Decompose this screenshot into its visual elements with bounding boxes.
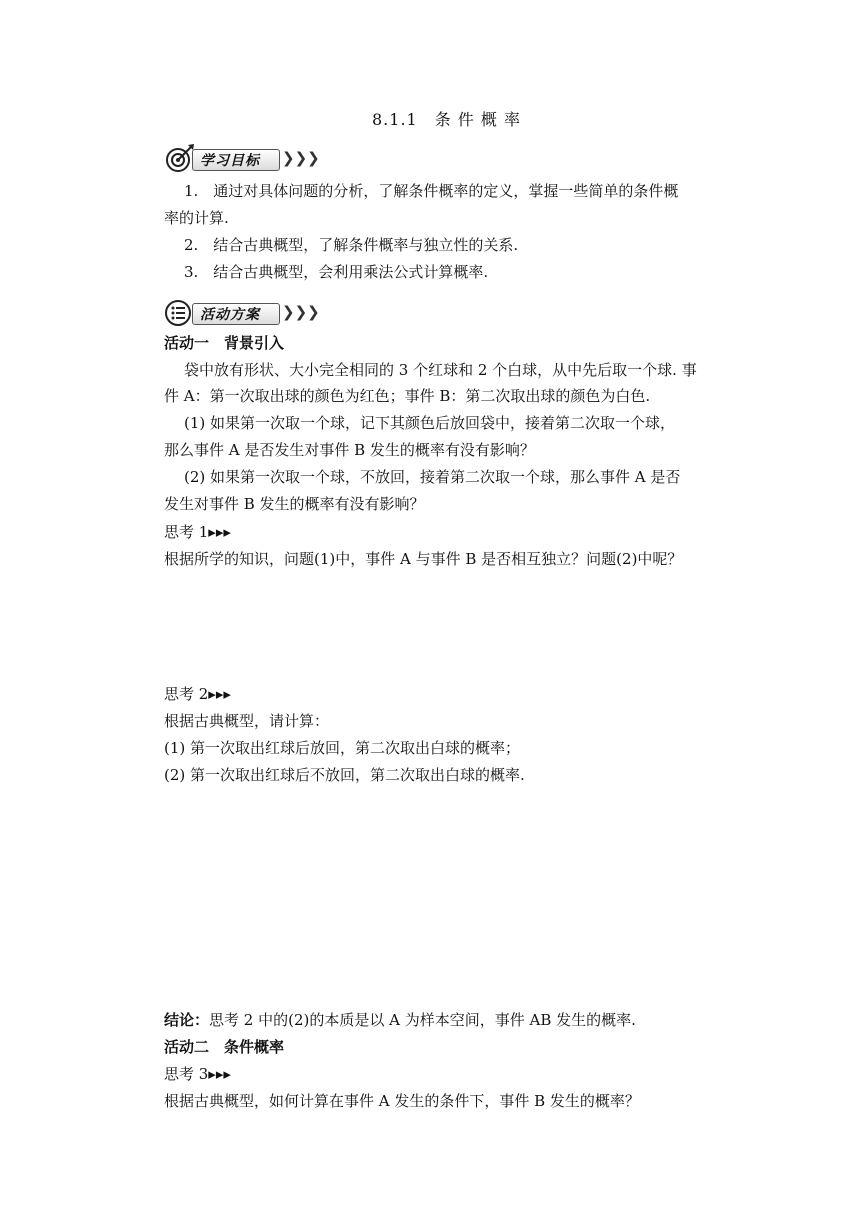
goal-line: 1. 通过对具体问题的分析，了解条件概率的定义，掌握一些简单的条件概 [184, 182, 679, 200]
section-banner-goals [162, 143, 322, 173]
think-question: 根据古典概型，如何计算在事件 A 发生的条件下，事件 B 发生的概率？ [164, 1092, 640, 1110]
conclusion-label: 结论： [164, 1011, 210, 1029]
think-label: 思考 2▸▸▸ [164, 685, 231, 703]
think-question: 根据所学的知识，问题(1)中，事件 A 与事件 B 是否相互独立？问题(2)中呢？ [164, 550, 683, 568]
activity-heading: 活动二 条件概率 [164, 1038, 285, 1056]
page-title: 8.1.1 条 件 概 率 [372, 110, 521, 129]
think-question: (1) 第一次取出红球后放回，第二次取出白球的概率； [164, 739, 521, 757]
think-label: 思考 1▸▸▸ [164, 523, 231, 541]
paragraph-line: 发生对事件 B 发生的概率有没有影响？ [164, 495, 425, 513]
think-label: 思考 3▸▸▸ [164, 1065, 231, 1083]
conclusion-text: 思考 2 中的(2)的本质是以 A 为样本空间，事件 AB 发生的概率. [209, 1011, 636, 1029]
chevron-right-icon: ❯❯❯ [282, 149, 320, 167]
activity-heading: 活动一 背景引入 [164, 334, 285, 352]
goal-line: 率的计算. [164, 209, 229, 227]
banner-label: 学习目标 [200, 153, 260, 169]
paragraph-line: 那么事件 A 是否发生对事件 B 发生的概率有没有影响？ [164, 441, 535, 459]
section-banner-activities [162, 297, 322, 327]
paragraph-line: 袋中放有形状、大小完全相同的 3 个红球和 2 个白球，从中先后取一个球. 事 [184, 361, 697, 379]
paragraph-line: 件 A：第一次取出球的颜色为红色；事件 B：第二次取出球的颜色为白色. [164, 387, 651, 405]
think-question: 根据古典概型，请计算： [164, 712, 330, 730]
goal-line: 2. 结合古典概型，了解条件概率与独立性的关系. [184, 236, 519, 254]
goal-line: 3. 结合古典概型，会利用乘法公式计算概率. [184, 263, 489, 281]
chevron-right-icon: ❯❯❯ [282, 303, 320, 321]
paragraph-line: (2) 如果第一次取一个球，不放回，接着第二次取一个球，那么事件 A 是否 [184, 468, 681, 486]
list-icon [162, 297, 196, 327]
conclusion [164, 1010, 636, 1030]
paragraph-line: (1) 如果第一次取一个球，记下其颜色后放回袋中，接着第二次取一个球， [184, 414, 676, 432]
target-icon [162, 143, 196, 173]
think-question: (2) 第一次取出红球后不放回，第二次取出白球的概率. [164, 766, 525, 784]
banner-label: 活动方案 [200, 307, 260, 323]
